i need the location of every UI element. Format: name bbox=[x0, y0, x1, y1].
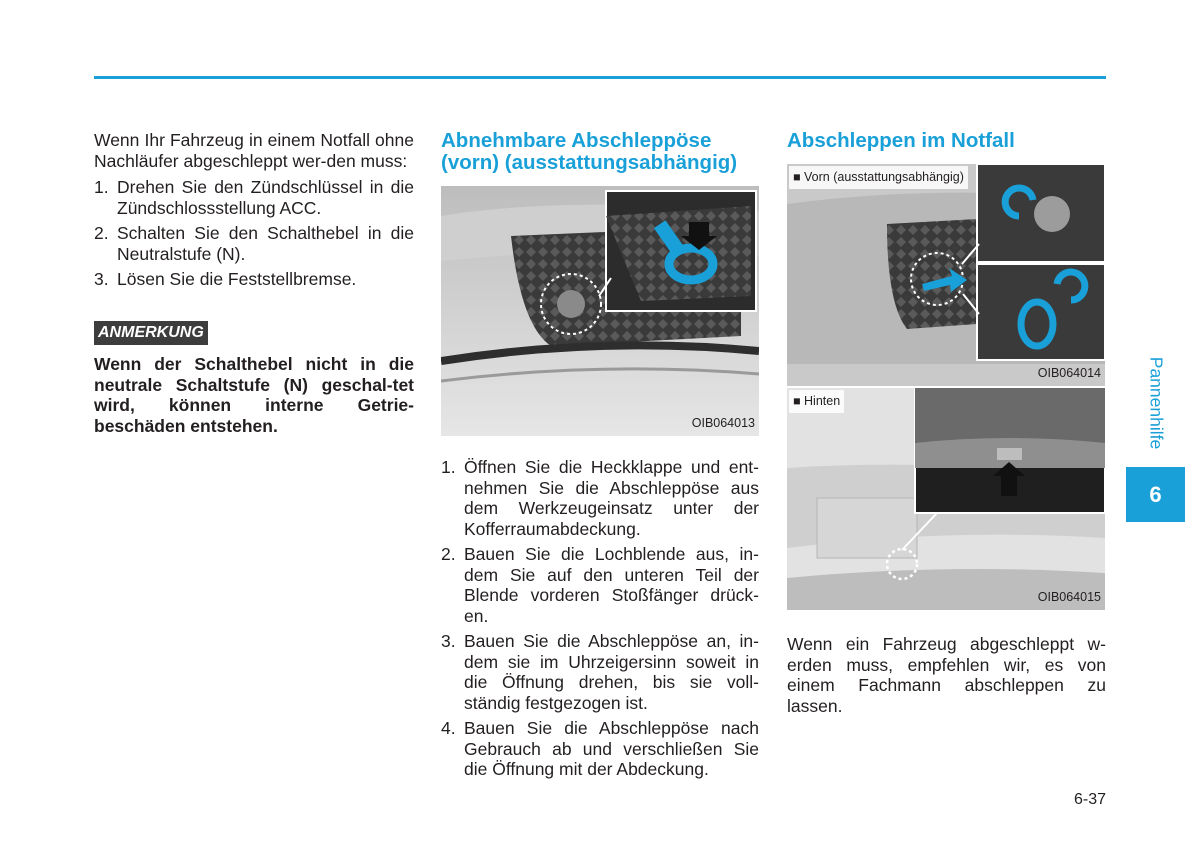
chapter-tab-label: Pannenhilfe bbox=[1146, 356, 1166, 449]
section-heading-towing-eye: Abnehmbare Abschleppöse (vorn) (ausstattungsabhängig) bbox=[441, 129, 738, 174]
figure-rear-tow-point bbox=[787, 388, 1105, 610]
column-right bbox=[787, 130, 1106, 716]
figure-code: OIB064015 bbox=[1037, 589, 1101, 604]
intro-paragraph: Wenn Ihr Fahrzeug in einem Notfall ohne Nachläufer abgeschleppt wer-den muss: bbox=[94, 130, 414, 171]
figure-caption: ■ Vorn (ausstattungsabhängig) bbox=[789, 166, 968, 189]
list-item: 2. Bauen Sie die Lochblende aus, in-dem Sie auf den unteren Teil der Blende vorderen Stoßfänger drück-en. bbox=[441, 544, 759, 626]
rear-tow-illustration bbox=[787, 388, 1105, 610]
column-left bbox=[94, 130, 414, 436]
chapter-tab-number: 6 bbox=[1126, 467, 1185, 522]
note-text: Wenn der Schalthebel nicht in die neutrale Schaltstufe (N) geschal-tet wird, können interne Getrie-beschäden entstehen. bbox=[94, 354, 414, 436]
list-item: 2. Schalten Sie den Schalthebel in die Neutralstufe (N). bbox=[94, 223, 414, 264]
list-item: 3. Lösen Sie die Feststellbremse. bbox=[94, 269, 357, 289]
header-rule bbox=[94, 76, 1106, 79]
figure-caption: ■ Hinten bbox=[789, 390, 844, 413]
steps-list bbox=[94, 177, 414, 290]
towing-paragraph: Wenn ein Fahrzeug abgeschleppt w-erden muss, empfehlen wir, es von einem Fachmann abschleppen zu lassen. bbox=[787, 634, 1106, 716]
page-number: 6-37 bbox=[1073, 791, 1106, 808]
section-heading-emergency-towing: Abschleppen im Notfall bbox=[787, 129, 1015, 152]
list-item: 1. Drehen Sie den Zündschlüssel in die Zündschlossstellung ACC. bbox=[94, 177, 414, 218]
list-item: 1. Öffnen Sie die Heckklappe und ent-nehmen Sie die Abschleppöse aus dem Werkzeugeinsatz unter der Kofferraumabdeckung. bbox=[441, 457, 759, 539]
figure-code: OIB064013 bbox=[691, 415, 755, 430]
front-tow-illustration bbox=[787, 164, 1105, 386]
list-item: 3. Bauen Sie die Abschleppöse an, in-dem sie im Uhrzeigersinn soweit in die Öffnung drehen, bis sie voll-ständig festgezogen ist. bbox=[441, 631, 759, 713]
bumper-illustration bbox=[441, 186, 759, 436]
steps-list bbox=[441, 457, 759, 780]
figure-front-towing-eye bbox=[441, 186, 759, 436]
figure-code: OIB064014 bbox=[1037, 365, 1101, 380]
list-item: 4. Bauen Sie die Abschleppöse nach Gebrauch ab und verschließen Sie die Öffnung mit der Abdeckung. bbox=[441, 718, 759, 779]
note-label: ANMERKUNG bbox=[94, 321, 208, 346]
figure-front-tow-point bbox=[787, 164, 1105, 386]
column-middle bbox=[441, 130, 759, 785]
